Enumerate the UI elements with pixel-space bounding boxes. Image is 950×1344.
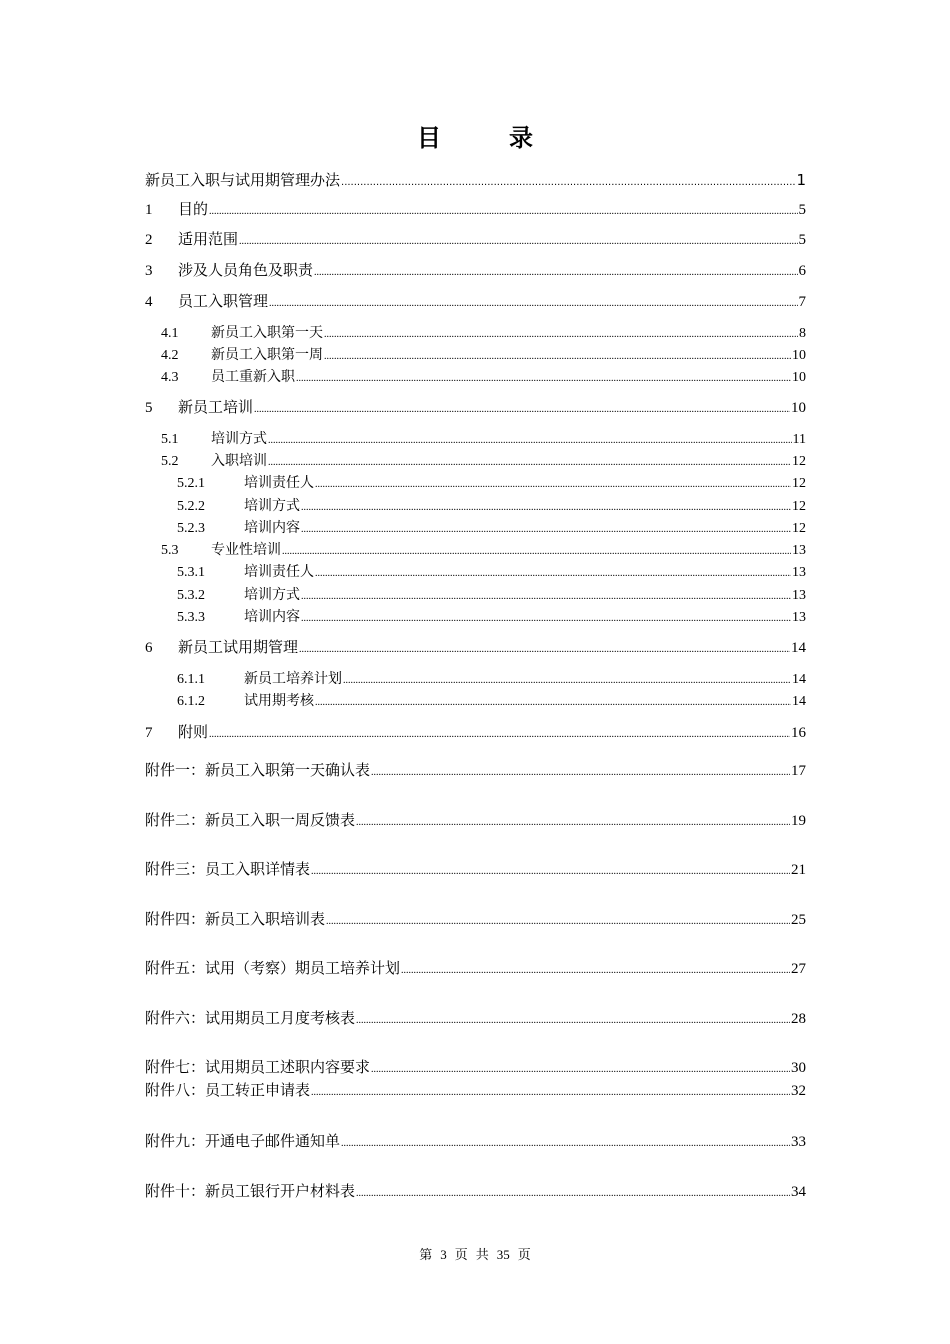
toc-entry[interactable]	[145, 692, 806, 713]
toc-entry-page: 12	[792, 499, 806, 514]
toc-entry-number: 2	[145, 232, 153, 248]
toc-entry[interactable]	[145, 811, 806, 833]
toc-entry-page: 6	[798, 263, 806, 279]
toc-entry-page: 34	[791, 1184, 806, 1200]
toc-entry-label: 新员工入职与试用期管理办法	[145, 171, 341, 189]
toc-entry-label: 附件五：试用（考察）期员工培养计划	[145, 961, 401, 977]
toc-entry-label: 员工重新入职	[211, 370, 295, 385]
toc-entry[interactable]	[145, 368, 806, 389]
footer-text: 第	[419, 1247, 433, 1262]
toc-entry-label: 新员工试用期管理	[178, 640, 299, 656]
leader-dots	[269, 294, 797, 314]
toc-entry-number: 5.3.3	[177, 610, 205, 625]
toc-entry[interactable]	[145, 723, 806, 745]
leader-dots	[311, 1083, 790, 1103]
toc-entry-number: 4.2	[161, 348, 179, 363]
toc-entry-number: 4.1	[161, 326, 179, 341]
toc-entry[interactable]	[145, 670, 806, 691]
page-footer	[0, 1245, 950, 1265]
toc-entry-label: 目的	[178, 202, 209, 218]
toc-entry-label: 入职培训	[211, 454, 267, 469]
footer-text: 页	[454, 1247, 468, 1262]
toc-entry[interactable]	[145, 638, 806, 660]
toc-entry-page: 12	[792, 521, 806, 536]
toc-entry-page: 27	[791, 961, 806, 977]
toc-entry[interactable]	[145, 200, 806, 222]
leader-dots	[315, 564, 791, 584]
toc-entry-page: 17	[791, 763, 806, 779]
toc-entry-page: 25	[791, 912, 806, 928]
toc-entry-label: 附件九：开通电子邮件通知单	[145, 1134, 341, 1150]
toc-entry-number: 5.3.1	[177, 565, 205, 580]
toc-entry-number: 5.2.2	[177, 499, 205, 514]
toc-entry-label: 专业性培训	[211, 543, 281, 558]
toc-entry-page: 7	[798, 294, 806, 310]
toc-entry[interactable]	[145, 261, 806, 283]
toc-entry[interactable]	[145, 1081, 806, 1103]
toc-entry[interactable]	[145, 497, 806, 518]
toc-entry-number: 5.3.2	[177, 588, 205, 603]
leader-dots	[268, 431, 792, 451]
leader-dots	[371, 763, 790, 783]
toc-entry-number: 5	[145, 400, 153, 416]
toc-entry-number: 6.1.2	[177, 694, 205, 709]
toc-entry[interactable]	[145, 398, 806, 420]
toc-entry[interactable]	[145, 586, 806, 607]
leader-dots	[341, 1134, 790, 1154]
toc-entry-label: 培训内容	[244, 521, 300, 536]
toc-entry-page: 28	[791, 1011, 806, 1027]
leader-dots	[356, 1184, 790, 1204]
toc-entry[interactable]	[145, 563, 806, 584]
toc-entry-page: 14	[792, 672, 806, 687]
toc-entry-number: 5.2	[161, 454, 179, 469]
footer-text: 共	[475, 1247, 489, 1262]
toc-entry-page: 21	[791, 862, 806, 878]
leader-dots	[296, 369, 791, 389]
total-pages-number: 35	[496, 1247, 510, 1262]
leader-dots	[341, 173, 795, 193]
toc-entry-page: 10	[792, 348, 806, 363]
toc-entry-page: 13	[792, 543, 806, 558]
toc-entry-page: 5	[798, 232, 806, 248]
toc-entry-label: 试用期考核	[244, 694, 314, 709]
toc-entry-page: 1	[796, 171, 806, 189]
toc-entry-label: 培训内容	[244, 610, 300, 625]
toc-entry[interactable]	[145, 170, 806, 193]
toc-entry[interactable]	[145, 608, 806, 629]
toc-entry-label: 适用范围	[178, 232, 239, 248]
toc-entry-page: 13	[792, 588, 806, 603]
leader-dots	[315, 475, 791, 495]
toc-entry-label: 涉及人员角色及职责	[178, 263, 314, 279]
toc-entry[interactable]	[145, 452, 806, 473]
toc-title: 目 录	[417, 124, 555, 152]
toc-entry-label: 附件十：新员工银行开户材料表	[145, 1184, 356, 1200]
leader-dots	[301, 498, 791, 518]
toc-entry[interactable]	[145, 1058, 806, 1080]
toc-entry-label: 培训方式	[244, 588, 300, 603]
toc-entry[interactable]	[145, 474, 806, 495]
toc-entry-number: 6.1.1	[177, 672, 205, 687]
leader-dots	[311, 862, 790, 882]
toc-entry-page: 30	[791, 1060, 806, 1076]
toc-entry-page: 14	[792, 694, 806, 709]
toc-entry-page: 33	[791, 1134, 806, 1150]
toc-entry-label: 员工入职管理	[178, 294, 269, 310]
leader-dots	[301, 587, 791, 607]
leader-dots	[314, 263, 797, 283]
toc-entry-number: 6	[145, 640, 153, 656]
toc-entry-page: 13	[792, 610, 806, 625]
toc-entry-page: 12	[792, 454, 806, 469]
toc-entry-number: 4.3	[161, 370, 179, 385]
toc-entry-label: 附件二：新员工入职一周反馈表	[145, 813, 356, 829]
leader-dots	[209, 725, 790, 745]
toc-entry-label: 新员工培养计划	[244, 672, 342, 687]
toc-entry-label: 培训责任人	[244, 476, 314, 491]
toc-entry-number: 7	[145, 725, 153, 741]
current-page-number: 3	[440, 1247, 447, 1262]
leader-dots	[356, 813, 790, 833]
toc-entry-page: 8	[799, 326, 806, 341]
toc-entry[interactable]	[145, 430, 806, 451]
toc-entry[interactable]	[145, 292, 806, 314]
toc-entry-page: 19	[791, 813, 806, 829]
toc-entry-page: 13	[792, 565, 806, 580]
toc-entry-number: 5.3	[161, 543, 179, 558]
toc-entry-label: 培训方式	[211, 432, 267, 447]
toc-entry[interactable]	[145, 346, 806, 367]
toc-entry[interactable]	[145, 324, 806, 345]
toc-entry-page: 32	[791, 1083, 806, 1099]
toc-entry-page: 10	[791, 400, 806, 416]
toc-entry-page: 5	[798, 202, 806, 218]
toc-entry-number: 5.1	[161, 432, 179, 447]
footer-text: 页	[517, 1247, 531, 1262]
toc-entry-label: 培训方式	[244, 499, 300, 514]
leader-dots	[324, 325, 798, 345]
toc-entry-label: 新员工培训	[178, 400, 254, 416]
toc-entry-label: 新员工入职第一天	[211, 326, 323, 341]
toc-entry-label: 培训责任人	[244, 565, 314, 580]
toc-entry-number: 5.2.3	[177, 521, 205, 536]
toc-entry[interactable]	[145, 860, 806, 882]
toc-entry-label: 附则	[178, 725, 209, 741]
leader-dots	[239, 232, 797, 252]
leader-dots	[299, 640, 790, 660]
toc-entry-label: 附件一：新员工入职第一天确认表	[145, 763, 371, 779]
leader-dots	[324, 347, 791, 367]
toc-entry-label: 附件四：新员工入职培训表	[145, 912, 326, 928]
toc-entry-page: 12	[792, 476, 806, 491]
leader-dots	[301, 520, 791, 540]
toc-entry[interactable]	[145, 519, 806, 540]
toc-entry[interactable]	[145, 1132, 806, 1154]
leader-dots	[401, 961, 790, 981]
toc-entry-label: 附件八：员工转正申请表	[145, 1083, 311, 1099]
toc-entry[interactable]	[145, 230, 806, 252]
toc-entry-label: 新员工入职第一周	[211, 348, 323, 363]
leader-dots	[301, 609, 791, 629]
toc-entry-label: 附件七：试用期员工述职内容要求	[145, 1060, 371, 1076]
toc-entry-page: 10	[792, 370, 806, 385]
toc-entry-page: 16	[791, 725, 806, 741]
leader-dots	[371, 1060, 790, 1080]
toc-entry[interactable]	[145, 959, 806, 981]
leader-dots	[268, 453, 791, 473]
toc-entry-number: 4	[145, 294, 153, 310]
leader-dots	[326, 912, 790, 932]
toc-entry[interactable]	[145, 761, 806, 783]
toc-entry[interactable]	[145, 1182, 806, 1204]
toc-entry-number: 1	[145, 202, 153, 218]
toc-entry-number: 5.2.1	[177, 476, 205, 491]
toc-entry[interactable]	[145, 1009, 806, 1031]
toc-entry-page: 14	[791, 640, 806, 656]
toc-entry[interactable]	[145, 541, 806, 562]
leader-dots	[209, 202, 797, 222]
toc-entry[interactable]	[145, 910, 806, 932]
toc-entry-label: 附件六：试用期员工月度考核表	[145, 1011, 356, 1027]
toc-entry-page: 11	[792, 432, 806, 447]
leader-dots	[315, 693, 791, 713]
toc-entry-number: 3	[145, 263, 153, 279]
leader-dots	[282, 542, 791, 562]
toc-entry-label: 附件三：员工入职详情表	[145, 862, 311, 878]
leader-dots	[356, 1011, 790, 1031]
leader-dots	[254, 400, 790, 420]
leader-dots	[343, 671, 791, 691]
